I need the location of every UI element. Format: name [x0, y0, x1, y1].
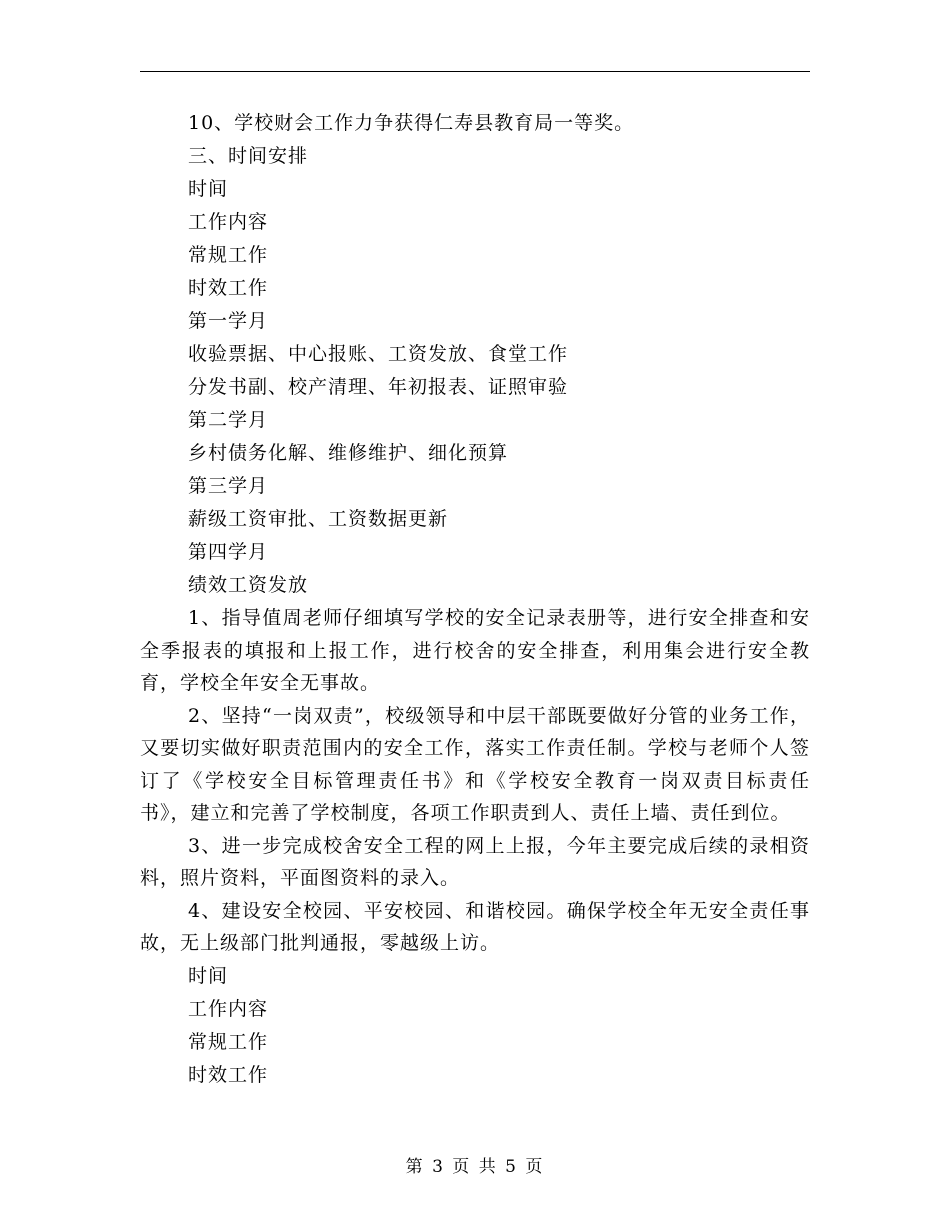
schedule-month-2: 第二学月 — [188, 409, 269, 431]
page-number-footer: 第 3 页 共 5 页 — [405, 1157, 545, 1177]
safety-paragraph-3: 3、进一步完成校舍安全工程的网上上报，今年主要完成后续的录相资料，照片资料，平面图资料的录入。 — [140, 834, 810, 889]
table-header-timely: 时效工作 — [188, 277, 269, 299]
table-header-routine: 常规工作 — [188, 244, 269, 266]
document-body — [140, 107, 810, 1092]
header-rule — [140, 71, 810, 72]
schedule-month-2-routine: 乡村债务化解、维修维护、细化预算 — [188, 442, 509, 464]
section-heading-schedule: 三、时间安排 — [188, 145, 309, 167]
schedule-month-1-routine: 收验票据、中心报账、工资发放、食堂工作 — [188, 343, 569, 365]
schedule-month-3: 第三学月 — [188, 475, 269, 497]
safety-paragraph-4: 4、建设安全校园、平安校园、和谐校园。确保学校全年无安全责任事故，无上级部门批判通报，零越级上访。 — [140, 899, 810, 954]
safety-paragraph-1: 1、指导值周老师仔细填写学校的安全记录表册等，进行安全排查和安全季报表的填报和上报工作，进行校舍的安全排查，利用集会进行安全教育，学校全年安全无事故。 — [140, 607, 810, 694]
safety-paragraph-2: 2、坚持“一岗双责”，校级领导和中层干部既要做好分管的业务工作，又要切实做好职责范围内的安全工作，落实工作责任制。学校与老师个人签订了《学校安全目标管理责任书》和《学校安全教育一岗双责目标责任书》，建立和完善了学校制度，各项工作职责到人、责任上墙、责任到位。 — [140, 704, 810, 824]
schedule-month-3-routine: 薪级工资审批、工资数据更新 — [188, 508, 449, 530]
schedule-month-4: 第四学月 — [188, 541, 269, 563]
schedule-month-4-routine: 绩效工资发放 — [188, 574, 309, 596]
table-header-time: 时间 — [188, 178, 229, 200]
goal-item-10: 10、学校财会工作力争获得仁寿县教育局一等奖。 — [188, 112, 635, 134]
schedule-month-1: 第一学月 — [188, 310, 269, 332]
table-header-routine-2: 常规工作 — [188, 1030, 269, 1053]
table-header-timely-2: 时效工作 — [188, 1063, 269, 1086]
table-header-time-2: 时间 — [188, 964, 229, 987]
table-header-content: 工作内容 — [188, 211, 269, 233]
table-header-content-2: 工作内容 — [188, 997, 269, 1020]
schedule-month-1-timely: 分发书副、校产清理、年初报表、证照审验 — [188, 376, 569, 398]
